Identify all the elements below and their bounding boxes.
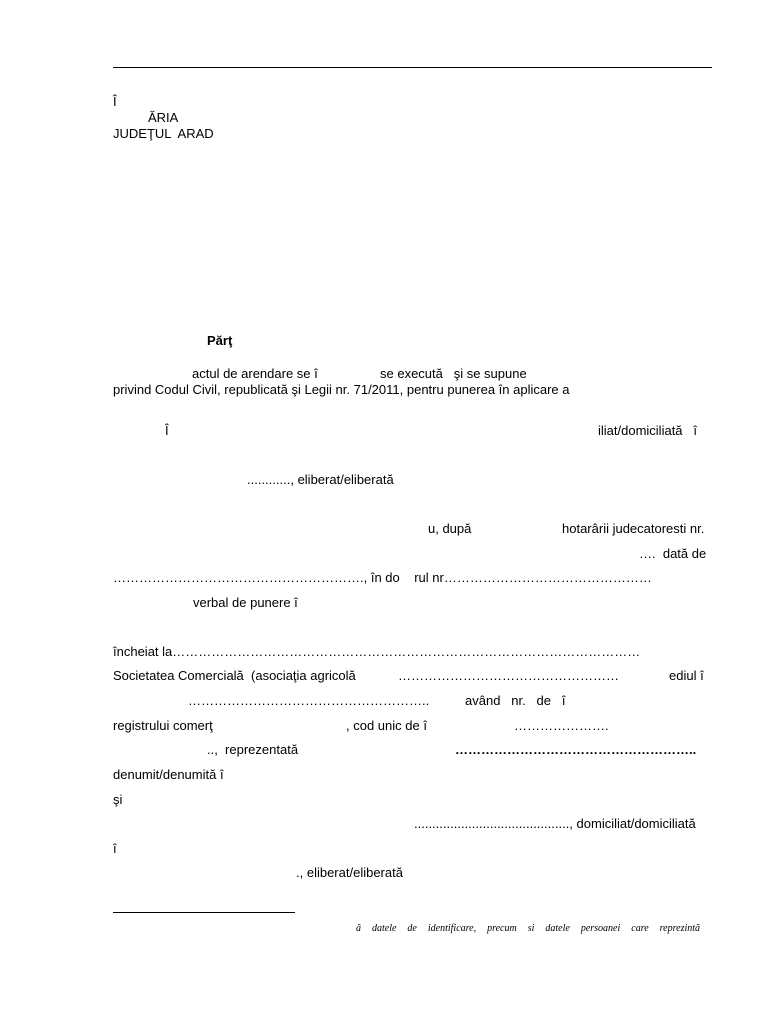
line-1-right: iliat/domiciliată î	[598, 423, 697, 438]
intro-line-2: privind Codul Civil, republicată şi Legii nr. 71/2011, pentru punerea în aplicare a	[113, 382, 570, 397]
line-3-left: u, după	[428, 521, 472, 536]
line-16: ., eliberat/eliberată	[296, 865, 403, 880]
line-8-dots: ……………………………………………	[398, 668, 619, 683]
header-line-2: ĂRIA	[148, 110, 179, 125]
line-15: î	[113, 841, 117, 856]
intro-part-a: actul de arendare se î	[192, 366, 318, 381]
section-title: Părţ	[207, 333, 233, 348]
line-6: verbal de punere î	[193, 595, 298, 610]
line-8-right: ediul î	[669, 668, 704, 683]
line-10-left: registrului comerţ	[113, 718, 213, 733]
line-11-dots: ………………………………………………..	[455, 742, 697, 757]
line-13: şi	[113, 792, 123, 807]
line-9-dots: ………………………………………………..	[188, 693, 430, 708]
footnote-separator	[113, 912, 295, 913]
line-11-left: .., reprezentată	[207, 742, 299, 757]
line-4: …. dată de	[639, 546, 707, 561]
footnote-text: ă datele de identificare, precum si datele persoanei care reprezintă	[356, 923, 701, 934]
line-10-mid: , cod unic de î	[346, 718, 427, 733]
line-12: denumit/denumită î	[113, 767, 224, 782]
line-1-left: Î	[165, 423, 169, 438]
line-2: ............, eliberat/eliberată	[247, 472, 394, 487]
line-10-dots: ………………….	[514, 718, 609, 733]
header-county: JUDEŢUL ARAD	[113, 126, 214, 141]
header-rule	[113, 67, 712, 68]
line-5: …………………………………………………., în do rul nr…………………………………………	[113, 570, 652, 585]
line-9-right: având nr. de î	[465, 693, 566, 708]
intro-part-b: se execută şi se supune	[380, 366, 527, 381]
header-line-1: Î	[113, 94, 117, 109]
line-7: încheiat la………………………………………………………………………………………………	[113, 644, 641, 659]
line-8-left: Societatea Comercială (asociaţia agricolă	[113, 668, 356, 683]
line-3-right: hotarârii judecatoresti nr.	[562, 521, 705, 536]
line-14: ..........................................., domiciliat/domiciliată	[414, 816, 696, 831]
